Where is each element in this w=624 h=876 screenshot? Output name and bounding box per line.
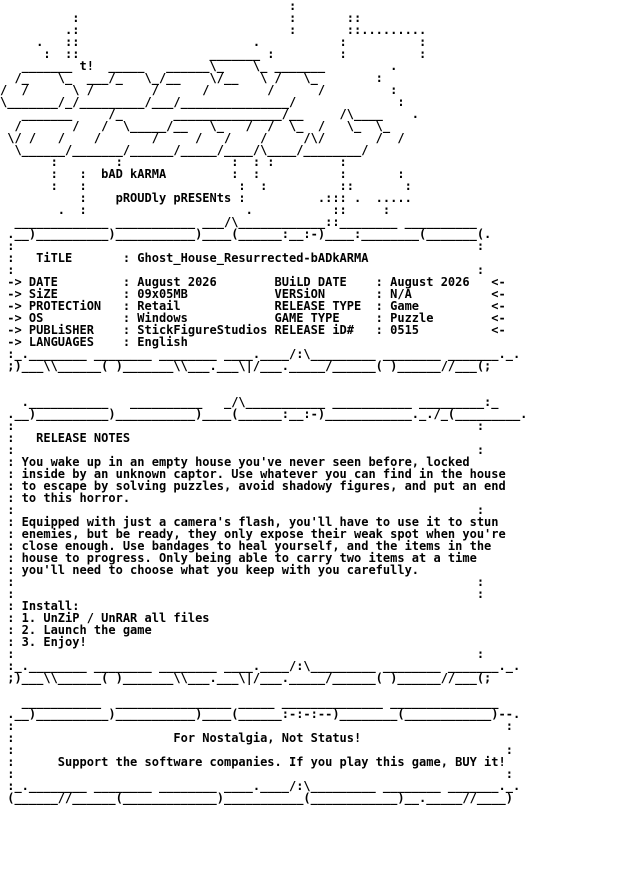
- nfo-line: : For Nostalgia, Not Status!: [0, 731, 362, 745]
- nfo-line: ;)___\\______( )_______\\___.___\|/___._____/______( )______//___(;: [0, 671, 492, 685]
- nfo-line: : inside by an unknown captor. Use whatever you can find in the house: [0, 467, 506, 481]
- nfo-line: -> DATE : August 2026 BUiLD DATE : August 2026 <-: [0, 275, 506, 289]
- nfo-line: : :: [0, 587, 485, 601]
- nfo-line: . : . :: :: [0, 203, 391, 217]
- nfo-line: : : : : : :: [0, 155, 347, 169]
- nfo-line: : :: [0, 263, 485, 277]
- nfo-line: ;)___\\______( )_______\\___.___\|/___._____/______( )______//___(;: [0, 359, 492, 373]
- nfo-line: -> PROTECTiON : Retail RELEASE TYPE : Game <-: [0, 299, 506, 313]
- nfo-line: : :: _______ : : :: [0, 47, 427, 61]
- nfo-line: : Install:: [0, 599, 80, 613]
- nfo-line: : TiTLE : Ghost_House_Resurrected-bADkARMA: [0, 251, 369, 265]
- nfo-line: : :: [0, 647, 485, 661]
- nfo-line: : close enough. Use bandages to heal yourself, and the items in the: [0, 539, 492, 553]
- nfo-line: : :: [0, 503, 485, 517]
- nfo-line: _______ t! _____ ______\_ \_ _______ .: [0, 59, 398, 73]
- nfo-line: : 3. Enjoy!: [0, 635, 87, 649]
- nfo-line: : 1. UnZiP / UnRAR all files: [0, 611, 210, 625]
- nfo-line: : enemies, but be ready, they only expose their weak spot when you're: [0, 527, 506, 541]
- nfo-line: : : ::: [0, 11, 362, 25]
- nfo-line: :_.________ ________ ________ ____.____/:\_________ ________ _______._.: [0, 779, 521, 793]
- nfo-line: :: [0, 0, 297, 13]
- nfo-line: .___________ __________ _/\___________ ___________ _________:_: [0, 395, 499, 409]
- nfo-line: : you'll need to choose what you keep with you carefully.: [0, 563, 420, 577]
- nfo-line: -> PUBLiSHER : StickFigureStudios RELEASE iD# : 0515 <-: [0, 323, 506, 337]
- nfo-line: :_.________ ________ ________ ____.____/:\_________ ________ _______._.: [0, 347, 521, 361]
- nfo-line: : to escape by solving puzzles, avoid shadowy figures, and put an end: [0, 479, 506, 493]
- nfo-line: : :: [0, 443, 485, 457]
- nfo-line: _______ /_ _______________/__ /\____ .: [0, 107, 420, 121]
- nfo-line: . :: . : :: [0, 35, 427, 49]
- nfo-line: -> LANGUAGES : English: [0, 335, 188, 349]
- nfo-line: .__)__________)___________)____(______:-:-:--)________(____________)--.: [0, 707, 521, 721]
- nfo-line: / / / \_____/__ \_ / / \_ / \_ \_: [0, 119, 391, 133]
- nfo-line: / / \ / / / / / :: [0, 83, 398, 97]
- nfo-line: \/ / / / / / / / /\/ / /: [0, 131, 405, 145]
- nfo-line: : RELEASE NOTES: [0, 431, 131, 445]
- nfo-line: (______//______(_____________)___________(____________)__._____//____): [0, 791, 513, 805]
- nfo-line: : Equipped with just a camera's flash, you'll have to use it to stun: [0, 515, 499, 529]
- nfo-line: \_______/_/_________/___/_______________/ :: [0, 95, 405, 109]
- nfo-line: :_.________ ________ ________ ____.____/:\_________ ________ _______._.: [0, 659, 521, 673]
- nfo-line: ___________ ________________ _____ ______________ _______________: [0, 695, 499, 709]
- nfo-line: : :: [0, 419, 485, 433]
- nfo-line: .__)__________)___________)____(______:__:-)____:________(_______(.: [0, 227, 492, 241]
- nfo-line: -> OS : Windows GAME TYPE : Puzzle <-: [0, 311, 506, 325]
- nfo-line: .__)__________)___________)____(______:__:-)____________._./_(_________.: [0, 407, 528, 421]
- nfo-line: : pROUDly pRESENts : .::: . .....: [0, 191, 412, 205]
- nfo-line: : :: [0, 719, 513, 733]
- nfo-line: : :: [0, 575, 485, 589]
- nfo-line: .: : ::.........: [0, 23, 427, 37]
- nfo-line: : to this horror.: [0, 491, 131, 505]
- nfo-line: /_ \_ ___/_ \_/__ \/__ \ / \_ :: [0, 71, 383, 85]
- nfo-line: -> SiZE : 09x05MB VERSiON : N/A <-: [0, 287, 506, 301]
- nfo-line: : :: [0, 767, 513, 781]
- nfo-line: : : : : :: :: [0, 179, 412, 193]
- nfo-line: : house to progress. Only being able to carry two items at a time: [0, 551, 477, 565]
- nfo-line: : You wake up in an empty house you've never seen before, locked: [0, 455, 470, 469]
- nfo-line: : 2. Launch the game: [0, 623, 152, 637]
- nfo-line: : Support the software companies. If you play this game, BUY it!: [0, 755, 506, 769]
- nfo-line: _____________ ___________ ___/\____________::________ __________: [0, 215, 477, 229]
- nfo-line: \______/_______/______/_____/____/\____/________/: [0, 143, 369, 157]
- nfo-line: : :: [0, 743, 513, 757]
- nfo-line: : : bAD kARMA : : : :: [0, 167, 405, 181]
- nfo-line: : :: [0, 239, 485, 253]
